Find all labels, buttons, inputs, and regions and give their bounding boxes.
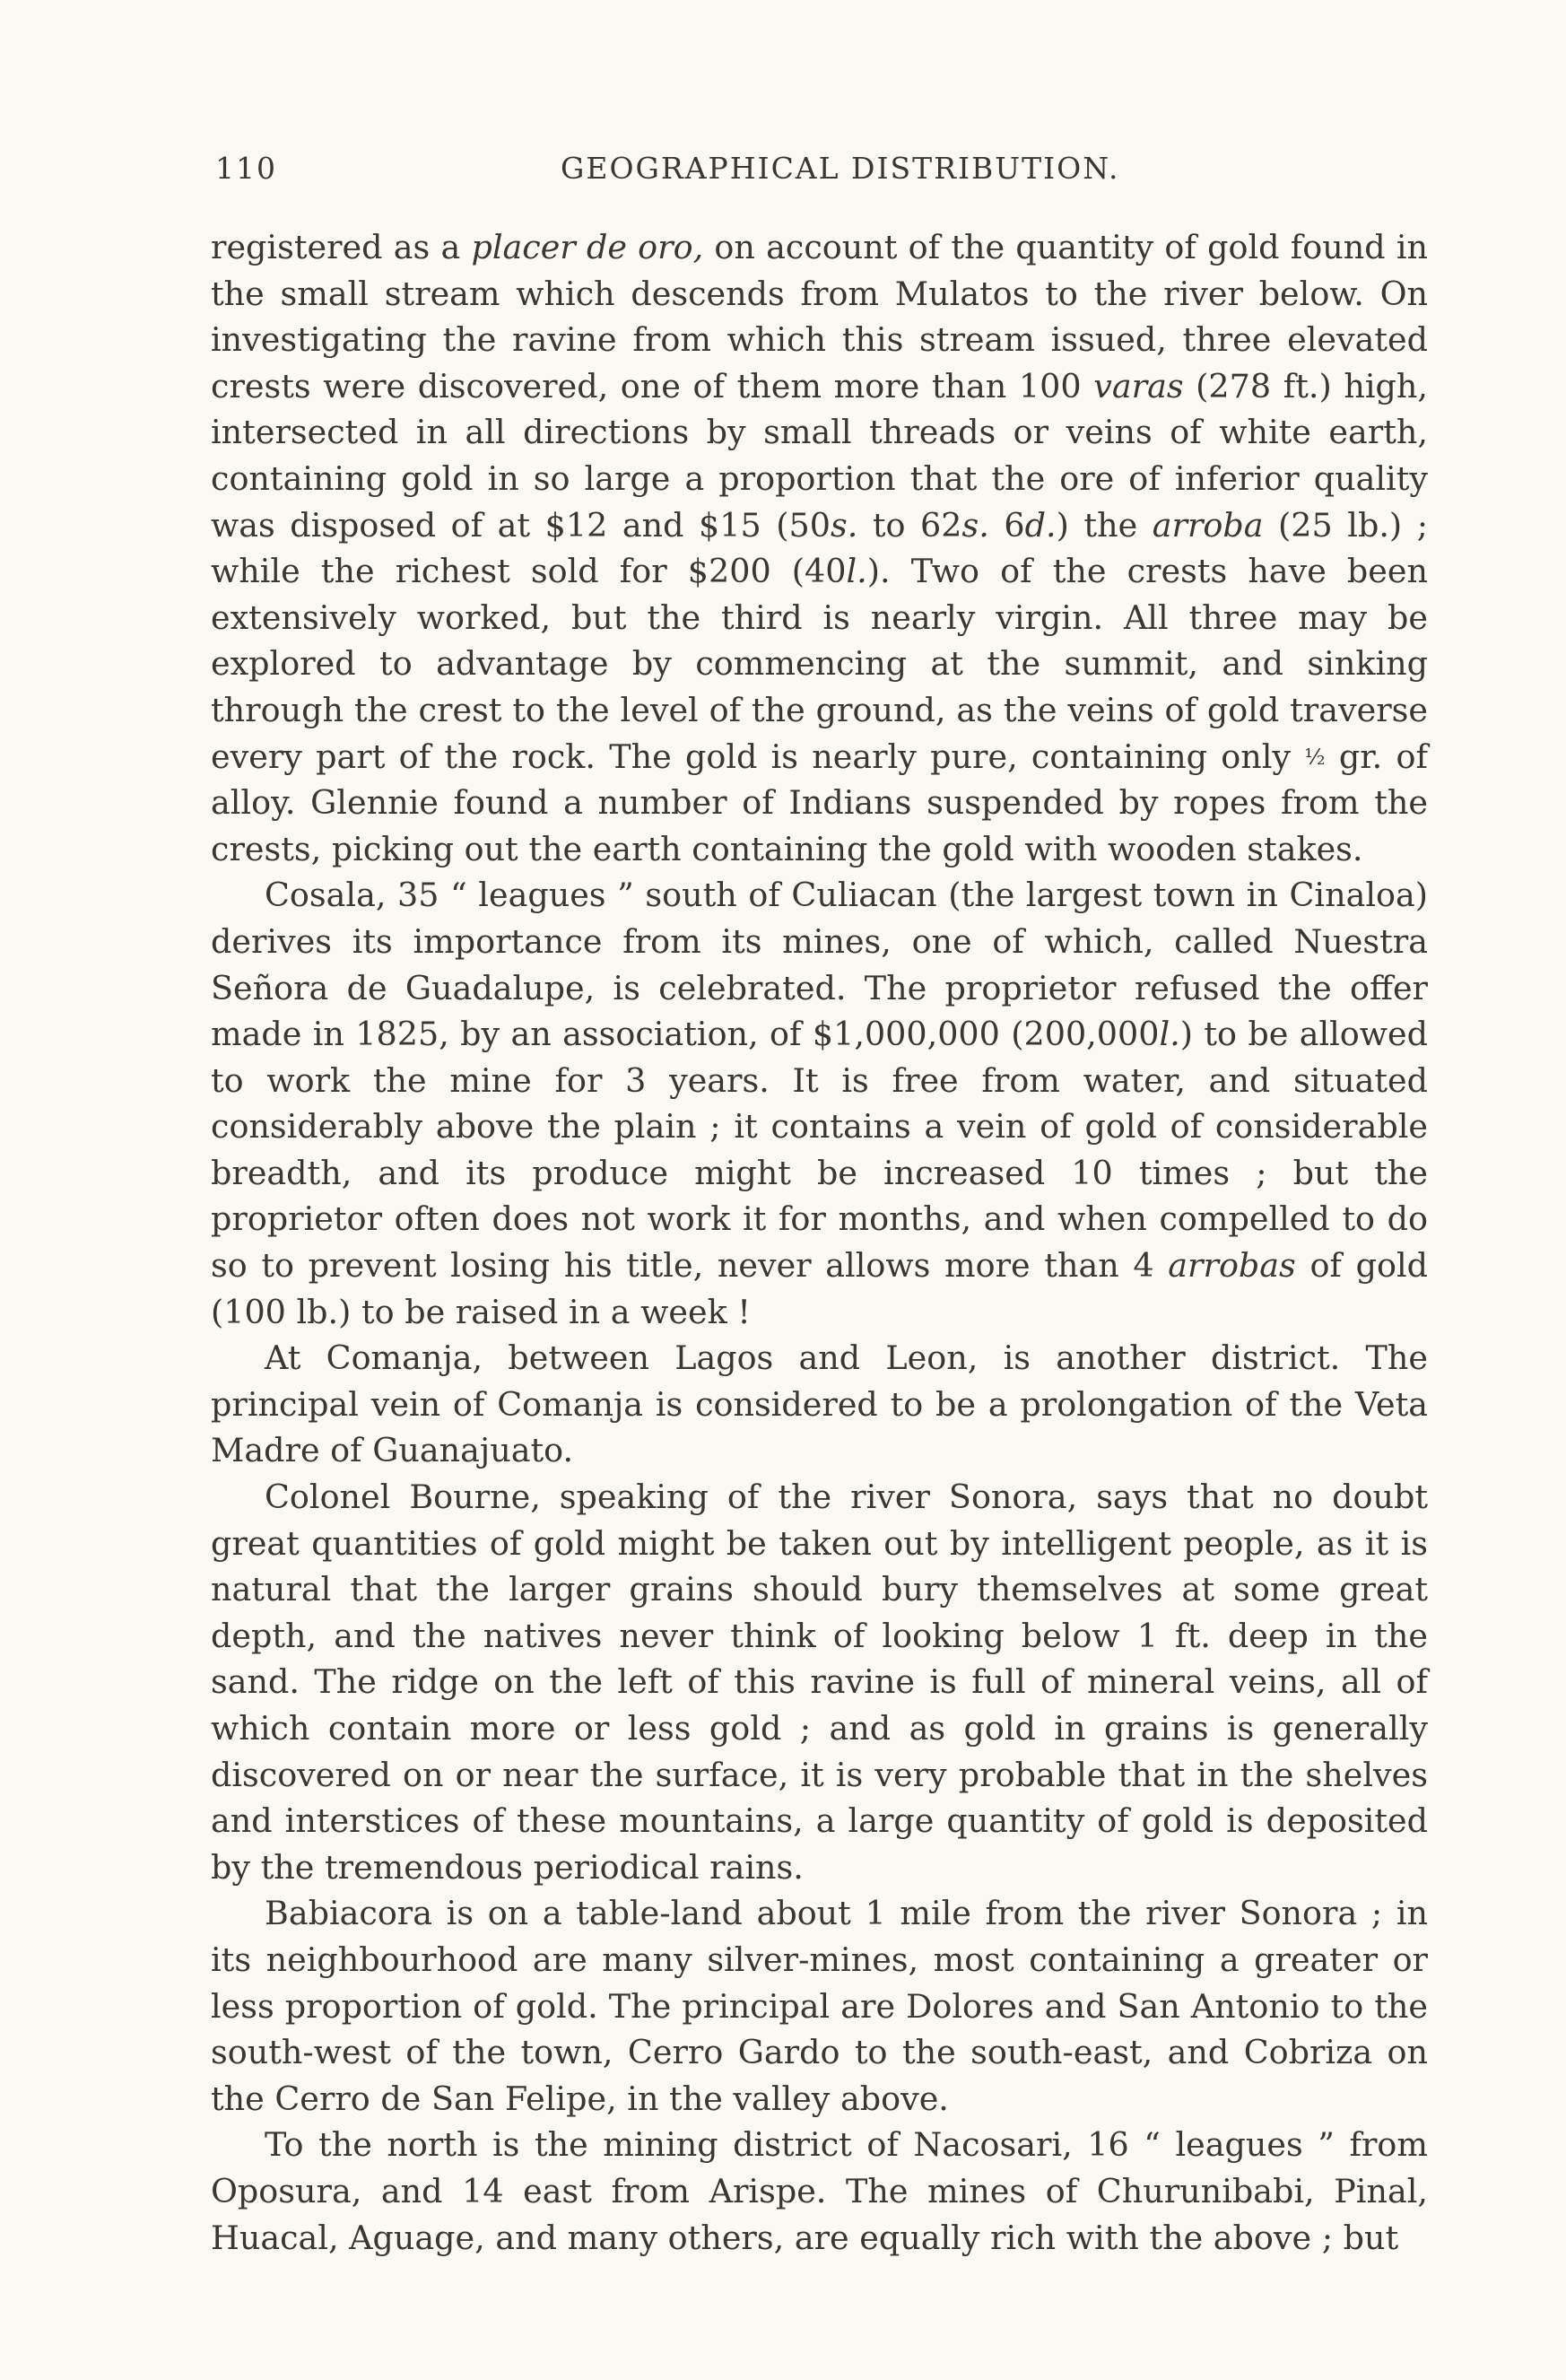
paragraph-bourne — [211, 1474, 1428, 1890]
text-run: Cosala, 35 “ leagues ” south of Culiacan (the largest town in Cinaloa) derives its importance from its mines, one of which, called Nuestra Señora de Guadalupe, is celebrated. The proprietor refused the offer made in 1825, by an association, of $1,000,000 (200,000 — [211, 876, 1428, 1054]
text-run: To the north is the mining district of Nacosari, 16 “ leagues ” from Oposura, and 14 east from Arispe. The mines of Churunibabi, Pinal, Huacal, Aguage, and many others, are equally rich with the above ; but — [211, 2125, 1428, 2257]
paragraph-nacosari — [211, 2122, 1428, 2261]
italic-term: placer de oro, — [471, 228, 704, 266]
text-run: (278 ft.) high, intersected in all directions by small threads or veins of white earth, containing gold in so large a proportion that the ore of inferior quality was disposed of at $12 and $15 (50 — [211, 366, 1429, 545]
text-run: At Comanja, between Lagos and Leon, is another district. The principal vein of Comanja is considered to be a prolongation of the Veta Madre of Guanajuato. — [211, 1338, 1428, 1470]
text-run: ) to be allowed to work the mine for 3 years. It is free from water, and situated considerably above the plain ; it contains a vein of gold of considerable breadth, and its produce might be increased 10 times ; but the proprietor often does not work it for months, and when compelled to do so to prevent losing his title, never allows more than 4 — [211, 1015, 1428, 1286]
italic-term: varas — [1093, 366, 1184, 405]
page-header — [215, 151, 1426, 197]
text-run: registered as a — [211, 228, 472, 266]
running-title: GEOGRAPHICAL DISTRIBUTION. — [561, 151, 1120, 186]
page-number: 110 — [215, 151, 277, 186]
italic-term: arroba — [1152, 505, 1264, 545]
text-run: Colonel Bourne, speaking of the river Sonora, says that no doubt great quantities of gold might be taken out by intelligent people, as it is natural that the larger grains should bury themselves at some great depth, and the natives never think of looking below 1 ft. deep in the sand. The ridge on the left of this ravine is full of mineral veins, all of which contain more or less gold ; and as gold in grains is generally discovered on or near the surface, it is very probable that in the shelves and interstices of these mountains, a large quantity of gold is deposited by the tremendous periodical rains. — [211, 1478, 1428, 1887]
body-text — [211, 224, 1428, 2261]
italic-term: s. — [830, 505, 858, 545]
text-run: of gold (100 lb.) to be raised in a week ! — [211, 1246, 1428, 1331]
text-run: ). Two of the crests have been extensively worked, but the third is nearly virgin. All three may be explored to advantage by commencing at the summit, and sinking through the crest to the level of the ground, as the veins of gold traverse every part of the rock. The gold is nearly pure, containing only — [211, 552, 1428, 776]
italic-term: d. — [1024, 505, 1057, 545]
text-run: ) the — [1056, 505, 1153, 545]
text-run: 6 — [988, 505, 1025, 545]
italic-term: s. — [961, 505, 989, 545]
text-run: gr. of alloy. Glennie found a number of Indians suspended by ropes from the crests, picking out the earth containing the gold with wooden stakes. — [211, 737, 1428, 868]
paragraph-babiacora — [211, 1890, 1428, 2122]
italic-term: l. — [1159, 1015, 1180, 1054]
text-run: Babiacora is on a table-land about 1 mile from the river Sonora ; in its neighbourhood are many silver-mines, most containing a greater or less proportion of gold. The principal are Dolores and San Antonio to the south-west of the town, Cerro Gardo to the south-east, and Cobriza on the Cerro de San Felipe, in the valley above. — [211, 1894, 1428, 2118]
fraction-half: ½ — [1304, 744, 1326, 770]
paragraph-cosala — [211, 872, 1428, 1335]
text-run: (25 lb.) ; while the richest sold for $200 (40 — [211, 505, 1429, 591]
text-run: to 62 — [857, 505, 962, 545]
text-run: on account of the quantity of gold found in the small stream which descends from Mulatos to the river below. On investigating the ravine from which this stream issued, three elevated crests were discovered, one of them more than 100 — [211, 228, 1428, 405]
paragraph-mulatos — [211, 224, 1428, 872]
italic-term: l. — [846, 552, 867, 591]
italic-term: arrobas — [1168, 1246, 1296, 1286]
paragraph-comanja — [211, 1335, 1428, 1474]
